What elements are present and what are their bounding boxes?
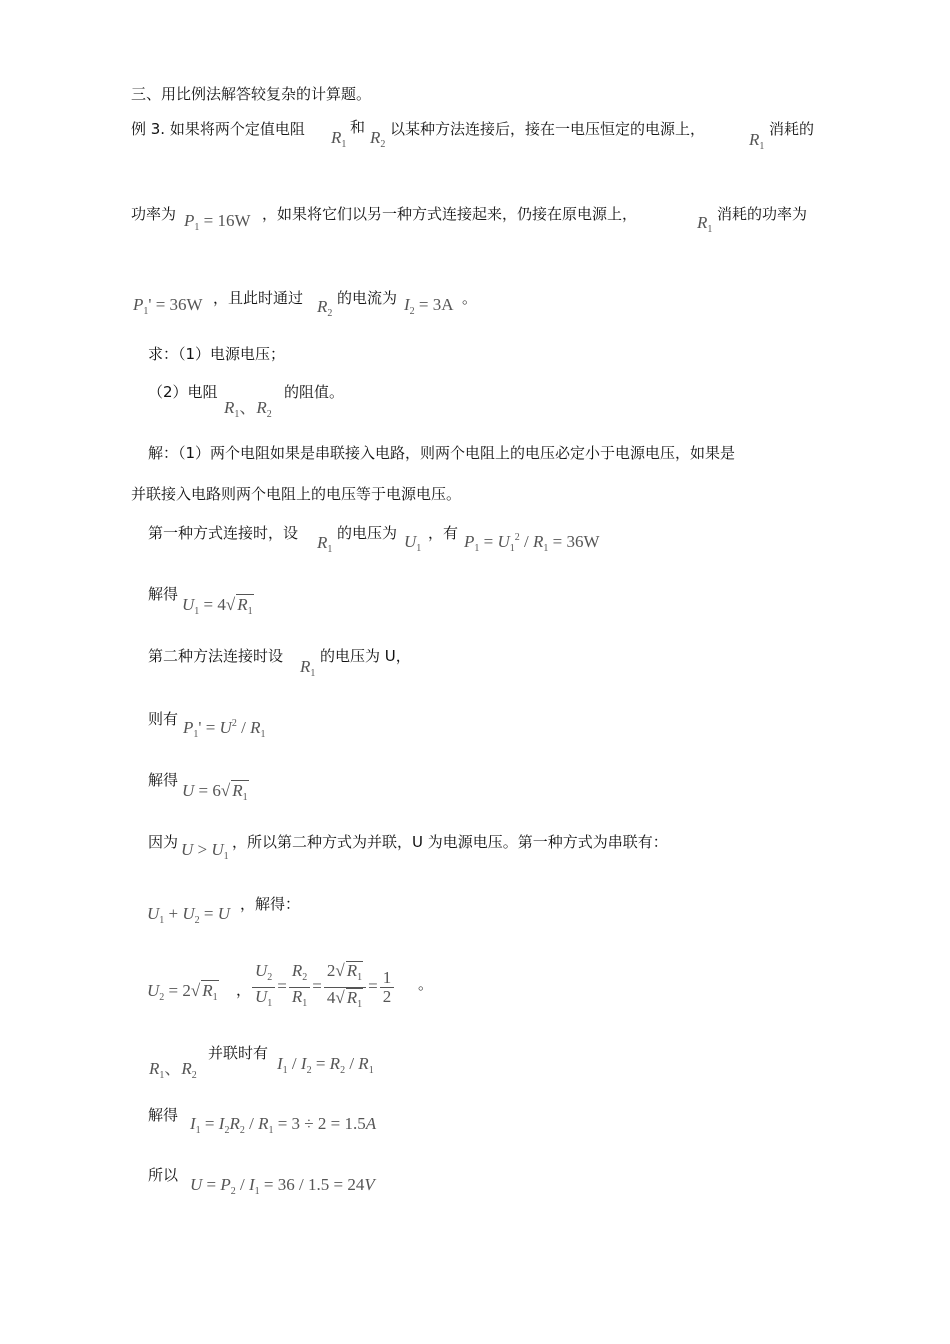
solution-line-7: 解得 (148, 771, 179, 789)
math-R1: $R_1$ (749, 130, 765, 152)
solution-line-5a: 第二种方法连接时设 (148, 647, 284, 665)
problem-line-2c: 消耗的功率为 (717, 205, 808, 223)
solution-line-2: 并联接入电路则两个电阻上的电压等于电源电压。 (131, 485, 462, 503)
math-R1: $R_1$ (697, 213, 713, 235)
math-R1-R2: $R_1$、$R_2$ (149, 1059, 197, 1081)
problem-line-1a: 例 3. 如果将两个定值电阻 (131, 120, 305, 138)
solution-line-3b: 的电压为 (337, 524, 398, 542)
math-U-final: $U = P_2 / I_1 = 36 / 1.5 = 24V$ (190, 1175, 375, 1197)
problem-line-1c: 以某种方法连接后，接在一电压恒定的电源上， (390, 120, 706, 138)
solution-line-5b: 的电压为 U， (320, 647, 411, 665)
math-I1-result: $I_1 = I_2R_2 / R_1 = 3 \div 2 = 1.5A$ (190, 1114, 377, 1136)
solution-line-8b: ，所以第二种方式为并联，U 为电源电压。第一种方式为串联有： (232, 833, 668, 851)
problem-line-2b: ，如果将它们以另一种方式连接起来，仍接在原电源上， (262, 205, 638, 223)
math-P1prime-eq: $P_1' = 36W$ (133, 295, 203, 317)
problem-line-3c: 。 (462, 289, 478, 307)
math-U1-plus-U2: $U_1 + U_2 = U$ (147, 904, 231, 926)
math-U1: $U_1$ (404, 532, 422, 554)
math-I2-eq: $I_2 = 3A$ (404, 295, 454, 317)
problem-line-3a: ，且此时通过 (213, 289, 304, 307)
math-R1: $R_1$ (331, 128, 347, 150)
math-eq-P1: $P_1 = U_1^2 / R_1 = 36W$ (464, 532, 600, 554)
problem-line-1b: 和 (350, 118, 366, 136)
solution-line-6: 则有 (148, 710, 179, 728)
math-P1-eq: $P_1 = 16W$ (184, 211, 251, 233)
solution-line-12: 解得 (148, 1106, 179, 1124)
math-U-result: U = 6√ $R_1$ (182, 781, 248, 803)
solution-line-9: ，解得： (240, 895, 301, 913)
math-R1: $R_1$ (317, 533, 333, 555)
question-1: 求：（1）电源电压； (148, 345, 286, 363)
solution-line-3c: ，有 (428, 524, 459, 542)
math-R2: $R_2$ (370, 128, 386, 150)
solution-line-11: 并联时有 (208, 1044, 269, 1062)
math-U-gt-U1: $U > U_1$ (181, 840, 229, 862)
solution-line-8a: 因为 (148, 833, 179, 851)
math-U2-result: $U_2 = 2√$ $R_1$ (147, 981, 218, 1003)
math-P1prime-formula: $P_1' = U^2 / R_1$ (183, 718, 266, 740)
math-R1-R2: $R_1$、$R_2$ (224, 398, 272, 420)
solution-line-10-sep: ， (236, 981, 252, 999)
solution-line-13: 所以 (148, 1166, 179, 1184)
problem-line-2a: 功率为 (131, 205, 177, 223)
solution-line-3a: 第一种方式连接时，设 (148, 524, 299, 542)
solution-line-10-end: 。 (418, 975, 434, 993)
solution-line-1: 解：（1）两个电阻如果是串联接入电路，则两个电阻上的电压必定小于电源电压，如果是 (148, 444, 736, 462)
section-heading: 三、用比例法解答较复杂的计算题。 (131, 85, 372, 103)
math-R2: $R_2$ (317, 297, 333, 319)
math-R1: $R_1$ (300, 657, 316, 679)
math-current-ratio: $I_1 / I_2 = R_2 / R_1$ (277, 1054, 374, 1076)
math-ratio: $\frac{U_2}{U_1}$ = $\frac{R_2}{R_1}$ = $\frac{2√ R_1}{4√ R_1}$ = $\frac{1}{2}$ (250, 961, 396, 1014)
solution-line-4: 解得 (148, 585, 179, 603)
problem-line-3b: 的电流为 (337, 289, 398, 307)
problem-line-1d: 消耗的 (769, 120, 815, 138)
question-2b: 的阻值。 (284, 383, 345, 401)
math-U1-result: $U_1 = 4√$ $R_1$ (182, 595, 253, 617)
question-2a: （2）电阻 (148, 383, 218, 401)
